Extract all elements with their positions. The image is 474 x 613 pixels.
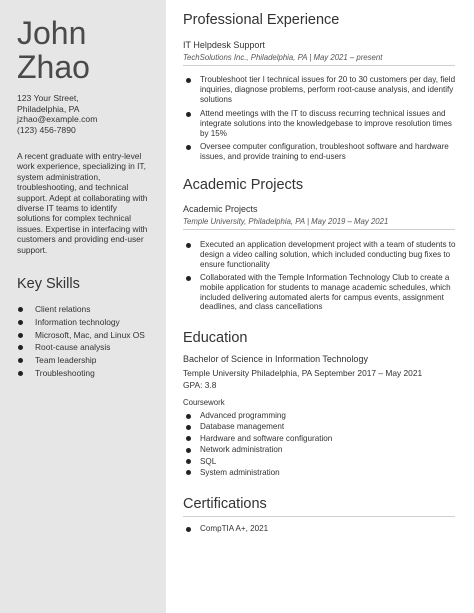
- coursework-label: Coursework: [183, 398, 225, 407]
- bullet-text: Collaborated with the Temple Information Technology Club to create a mobile application for students to manage academic schedules, which included delivering automated alerts for campus events, assignment deadlines, and class cancellations: [200, 272, 451, 312]
- bullet-icon: [18, 371, 23, 376]
- contact-street: 123 Your Street,: [17, 93, 79, 103]
- skill-label: Client relations: [35, 304, 91, 314]
- bullet-icon: [18, 358, 23, 363]
- experience-bullets: [183, 75, 457, 162]
- skill-item: [17, 329, 145, 342]
- gpa: GPA: 3.8: [183, 380, 217, 390]
- bullet-icon: [186, 78, 191, 83]
- list-item: [183, 240, 457, 270]
- skill-item: [17, 316, 145, 329]
- degree: Bachelor of Science in Information Technology: [183, 354, 368, 364]
- bullet-icon: [186, 470, 191, 475]
- course-label: Network administration: [200, 445, 283, 455]
- list-item: [183, 109, 457, 139]
- course-label: Database management: [200, 422, 285, 432]
- school: Temple University Philadelphia, PA September 2017 – May 2021: [183, 368, 423, 378]
- skill-item: [17, 367, 145, 380]
- list-item: [183, 75, 457, 105]
- divider: [183, 65, 455, 66]
- list-item: [183, 467, 457, 478]
- bullet-icon: [186, 527, 191, 532]
- list-item: [183, 433, 457, 444]
- bullet-icon: [18, 307, 23, 312]
- bullet-icon: [186, 243, 191, 248]
- list-item: [183, 421, 457, 432]
- bullet-icon: [186, 459, 191, 464]
- list-item: [183, 273, 457, 313]
- bullet-text: Troubleshoot tier I technical issues for 20 to 30 customers per day, field inquiries, diagnose problems, perform root-cause analysis, and identify solutions: [200, 75, 456, 104]
- skill-label: Microsoft, Mac, and Linux OS: [35, 329, 145, 340]
- course-label: SQL: [200, 456, 217, 466]
- bullet-icon: [18, 320, 23, 325]
- skills-heading: Key Skills: [17, 276, 80, 292]
- list-item: [183, 444, 457, 455]
- bullet-icon: [18, 333, 23, 338]
- contact-city: Philadelphia, PA: [17, 103, 80, 114]
- sidebar: [0, 0, 166, 613]
- job-meta: TechSolutions Inc., Philadelphia, PA | May 2021 – present: [183, 53, 383, 62]
- projects-heading: Academic Projects: [183, 177, 304, 193]
- skill-label: Troubleshooting: [35, 367, 95, 378]
- course-label: System administration: [200, 467, 280, 477]
- bullet-icon: [18, 345, 23, 350]
- bullet-text: Oversee computer configuration, troubleshoot software and hardware issues, and provide training to end-users: [200, 142, 449, 162]
- certifications-list: [183, 523, 457, 534]
- bullet-icon: [186, 448, 191, 453]
- candidate-name: [17, 16, 90, 84]
- skills-list: [17, 303, 145, 380]
- skill-label: Information technology: [35, 316, 120, 327]
- job-title: IT Helpdesk Support: [183, 40, 265, 50]
- course-label: Hardware and software configuration: [200, 433, 333, 443]
- list-item: [183, 142, 457, 162]
- bullet-icon: [186, 112, 191, 117]
- bullet-text: Attend meetings with the IT to discuss recurring technical issues and integrate solutions into the knowledgebase to improve resolution times by 15%: [200, 108, 452, 138]
- list-item: [183, 456, 457, 467]
- bullet-icon: [186, 414, 191, 419]
- coursework-list: [183, 410, 457, 478]
- certification-label: CompTIA A+, 2021: [200, 524, 269, 533]
- name-last: Zhao: [17, 49, 90, 85]
- contact-email: jzhao@example.com: [17, 114, 98, 125]
- name-first: John: [17, 15, 87, 51]
- course-label: Advanced programming: [200, 411, 286, 420]
- divider: [183, 229, 455, 230]
- list-item: [183, 523, 457, 534]
- contact-phone: (123) 456-7890: [17, 124, 76, 135]
- certifications-heading: Certifications: [183, 496, 267, 512]
- project-meta: Temple University, Philadelphia, PA | May 2019 – May 2021: [183, 217, 389, 226]
- skill-item: [17, 354, 145, 367]
- bullet-icon: [186, 276, 191, 281]
- project-bullets: [183, 240, 457, 312]
- project-title: Academic Projects: [183, 204, 258, 214]
- bullet-icon: [186, 425, 191, 430]
- skill-item: [17, 303, 145, 316]
- experience-heading: Professional Experience: [183, 12, 340, 28]
- contact-info: [17, 93, 97, 135]
- skill-label: Root-cause analysis: [35, 342, 111, 353]
- education-heading: Education: [183, 330, 248, 346]
- bullet-text: Executed an application development project with a team of students to design a video calling solution, which included conducting bug fixes to ensure functionality: [200, 240, 456, 269]
- divider: [183, 516, 455, 517]
- skill-item: [17, 341, 145, 354]
- skill-label: Team leadership: [35, 355, 97, 366]
- list-item: [183, 410, 457, 421]
- bullet-icon: [186, 145, 191, 150]
- bullet-icon: [186, 436, 191, 441]
- summary-text: A recent graduate with entry-level work experience, specializing in IT, system administration, troubleshooting, and technical support. Adept at collaborating with diverse IT teams to identify solutions for complex technical issues. Expertise in interfacing with customers and providing end-user support.: [17, 151, 148, 255]
